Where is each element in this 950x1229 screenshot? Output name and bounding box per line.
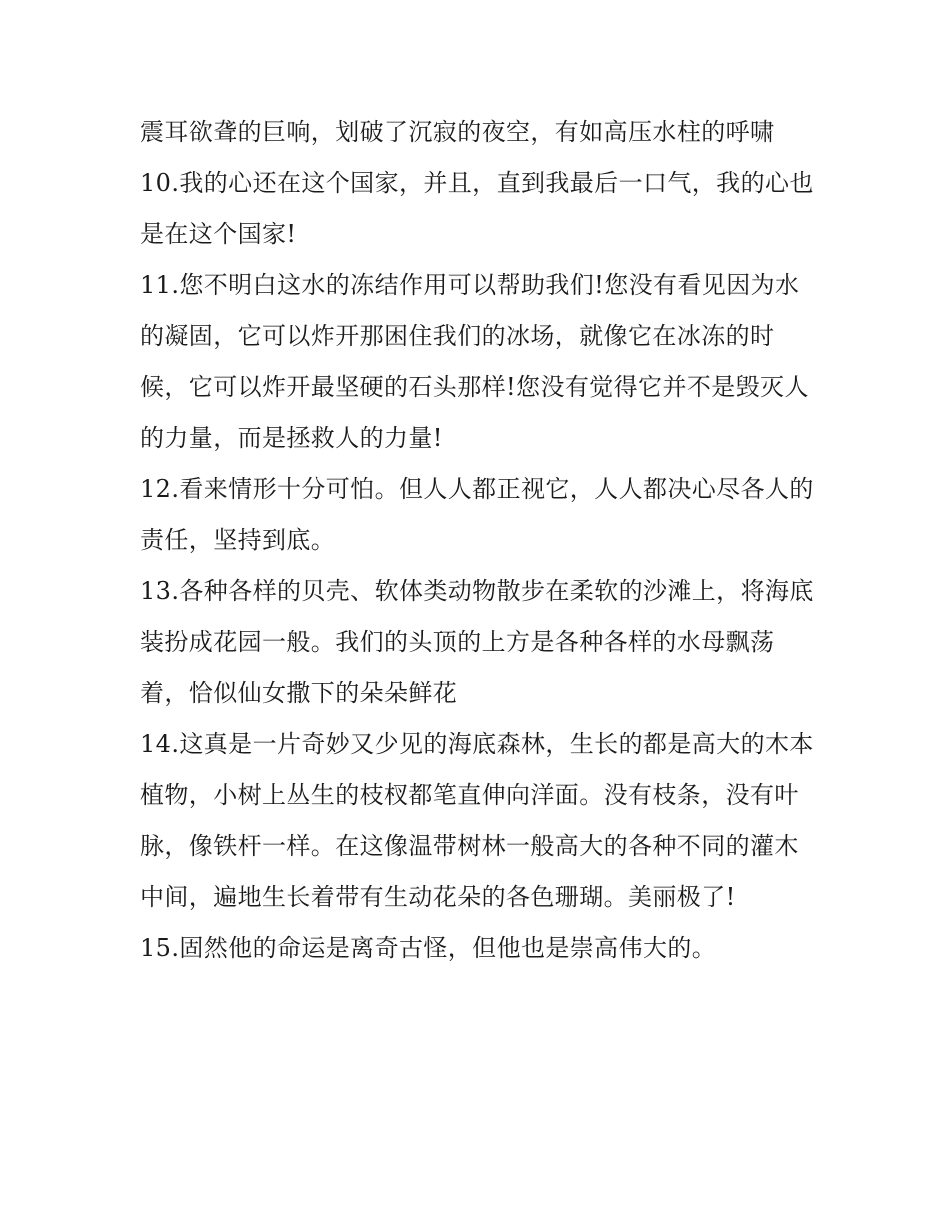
paragraph-intro: 震耳欲聋的巨响，划破了沉寂的夜空，有如高压水柱的呼啸 bbox=[140, 118, 775, 146]
document-body bbox=[140, 107, 820, 974]
paragraph-10: 10.我的心还在这个国家，并且，直到我最后一口气，我的心也是在这个国家! bbox=[140, 169, 814, 248]
paragraph-14: 14.这真是一片奇妙又少见的海底森林，生长的都是高大的木本植物，小树上丛生的枝杈都笔直伸向洋面。没有枝条，没有叶脉，像铁杆一样。在这像温带树林一般高大的各种不同的灌木中间，遍地生长着带有生动花朵的各色珊瑚。美丽极了! bbox=[140, 730, 814, 911]
paragraph-12: 12.看来情形十分可怕。但人人都正视它，人人都决心尽各人的责任，坚持到底。 bbox=[140, 475, 814, 554]
paragraph-13: 13.各种各样的贝壳、软体类动物散步在柔软的沙滩上，将海底装扮成花园一般。我们的头顶的上方是各种各样的水母飘荡着，恰似仙女撒下的朵朵鲜花 bbox=[140, 577, 814, 707]
paragraph-15: 15.固然他的命运是离奇古怪，但他也是崇高伟大的。 bbox=[140, 934, 717, 962]
paragraph-11: 11.您不明白这水的冻结作用可以帮助我们!您没有看见因为水的凝固，它可以炸开那困住我们的冰场，就像它在冰冻的时候，它可以炸开最坚硬的石头那样!您没有觉得它并不是毁灭人的力量，而是拯救人的力量! bbox=[140, 271, 809, 452]
